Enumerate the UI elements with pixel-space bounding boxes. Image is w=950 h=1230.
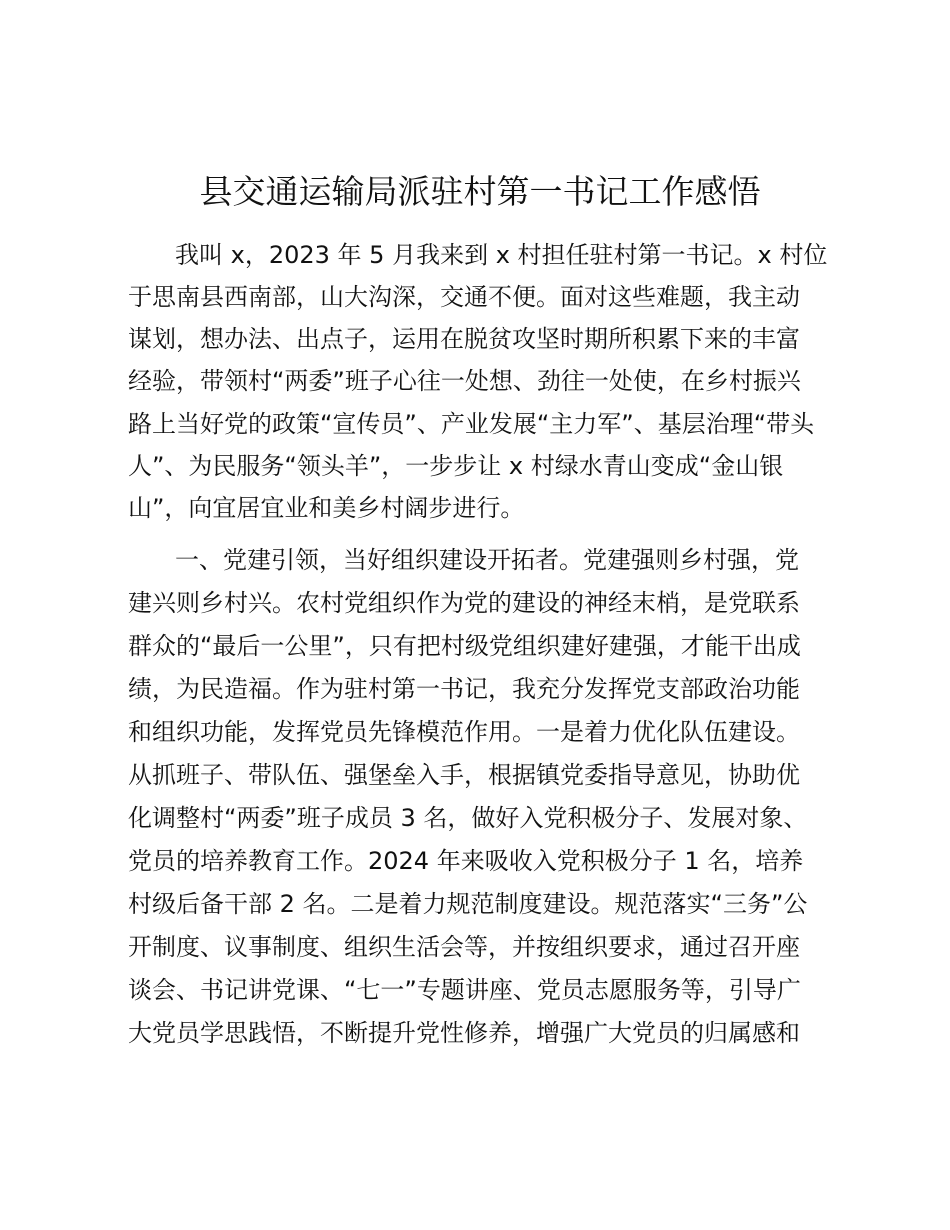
- paragraph-line: 经验，带领村“两委”班子心往一处想、劲往一处使，在乡村振兴: [128, 367, 801, 395]
- paragraph-line: 开制度、议事制度、组织生活会等，并按组织要求，通过召开座: [128, 933, 800, 961]
- paragraph-line: 党员的培养教育工作。2024 年来吸收入党积极分子 1 名，培养: [128, 847, 804, 875]
- paragraph-line: 群众的“最后一公里”，只有把村级党组织建好建强，才能干出成: [128, 632, 801, 660]
- paragraph-line: 于思南县西南部，山大沟深，交通不便。面对这些难题，我主动: [128, 283, 800, 311]
- paragraph-line: 谋划，想办法、出点子，运用在脱贫攻坚时期所积累下来的丰富: [128, 325, 800, 353]
- document-title: 县交通运输局派驻村第一书记工作感悟: [199, 172, 761, 211]
- paragraph-line: 从抓班子、带队伍、强堡垒入手，根据镇党委指导意见，协助优: [128, 761, 800, 789]
- paragraph-line: 山”，向宜居宜业和美乡村阔步进行。: [128, 494, 525, 522]
- paragraph-line: 村级后备干部 2 名。二是着力规范制度建设。规范落实“三务”公: [128, 890, 808, 918]
- paragraph-line: 和组织功能，发挥党员先锋模范作用。一是着力优化队伍建设。: [128, 718, 800, 746]
- paragraph-line: 化调整村“两委”班子成员 3 名，做好入党积极分子、发展对象、: [128, 804, 808, 832]
- paragraph-line: 绩，为民造福。作为驻村第一书记，我充分发挥党支部政治功能: [128, 675, 800, 703]
- paragraph-line: 一、党建引领，当好组织建设开拓者。党建强则乡村强，党: [175, 546, 799, 574]
- paragraph-line: 建兴则乡村兴。农村党组织作为党的建设的神经末梢，是党联系: [128, 589, 800, 617]
- paragraph-line: 我叫 x，2023 年 5 月我来到 x 村担任驻村第一书记。x 村位: [175, 241, 828, 269]
- paragraph-line: 路上当好党的政策“宣传员”、产业发展“主力军”、基层治理“带头: [128, 410, 815, 438]
- paragraph-line: 谈会、书记讲党课、“七一”专题讲座、党员志愿服务等，引导广: [128, 976, 801, 1004]
- paragraph-line: 人”、为民服务“领头羊”，一步步让 x 村绿水青山变成“金山银: [128, 452, 784, 480]
- paragraph-line: 大党员学思践悟，不断提升党性修养，增强广大党员的归属感和: [128, 1019, 800, 1047]
